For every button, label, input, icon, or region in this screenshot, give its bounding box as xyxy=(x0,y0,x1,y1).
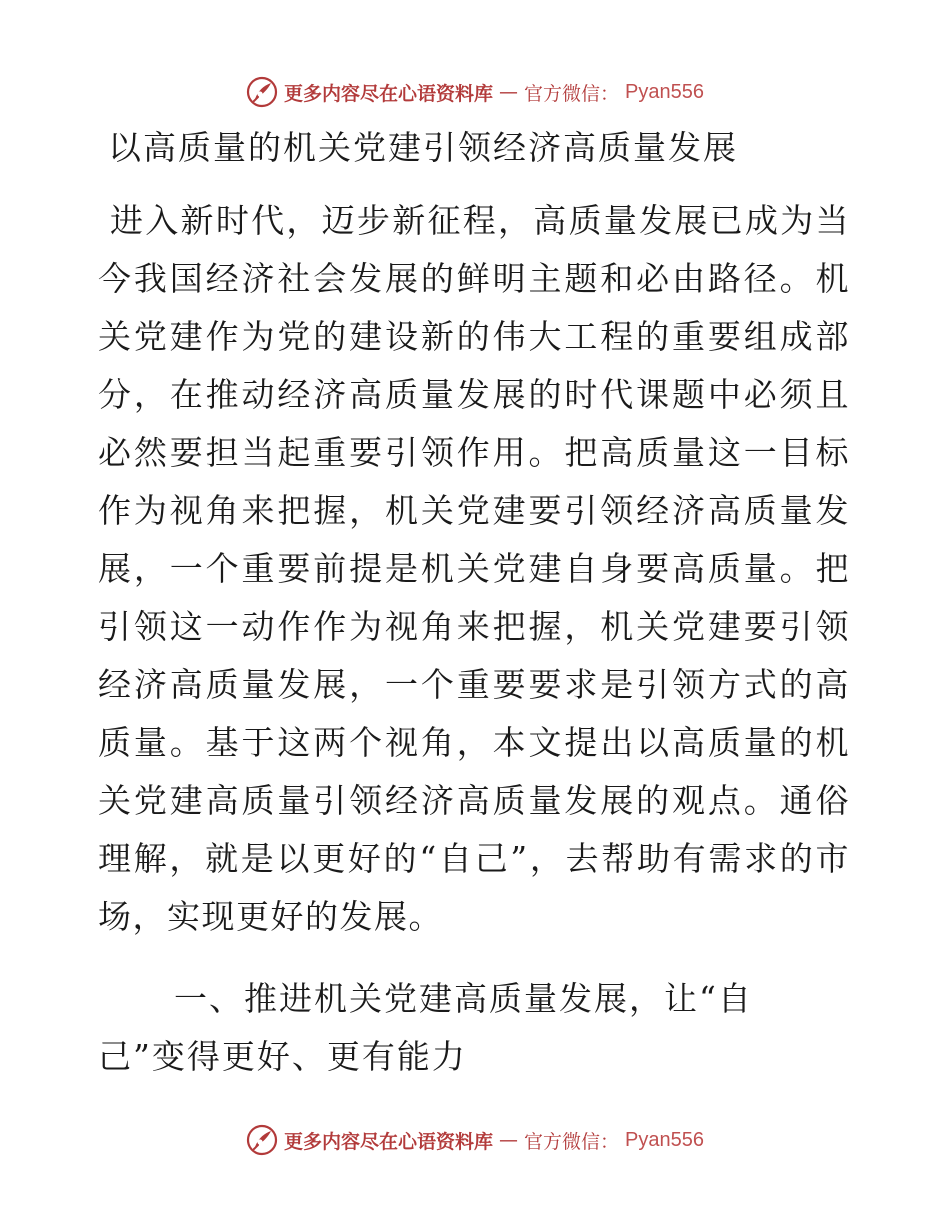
watermark-separator: — xyxy=(499,81,519,103)
footer-watermark xyxy=(0,1120,950,1160)
header-watermark xyxy=(0,72,950,112)
body-paragraph: 进入新时代，迈步新征程，高质量发展已成为当今我国经济社会发展的鲜明主题和必由路径。机关党建作为党的建设新的伟大工程的重要组成部分，在推动经济高质量发展的时代课题中必须且必然要担当起重要引领作用。把高质量这一目标作为视角来把握，机关党建要引领经济高质量发展，一个重要前提是机关党建自身要高质量。把引领这一动作作为视角来把握，机关党建要引领经济高质量发展，一个重要要求是引领方式的高质量。基于这两个视角，本文提出以高质量的机关党建高质量引领经济高质量发展的观点。通俗理解，就是以更好的“自己”，去帮助有需求的市场，实现更好的发展。 xyxy=(98,201,850,936)
watermark-separator: — xyxy=(499,1129,519,1151)
watermark-official-label: 官方微信： xyxy=(524,82,620,105)
watermark-main-text: 更多内容尽在心语资料库 xyxy=(284,82,494,105)
watermark-wechat-id: Pyan556 xyxy=(625,80,704,103)
watermark-main-text: 更多内容尽在心语资料库 xyxy=(284,1130,494,1153)
watermark-wechat-id: Pyan556 xyxy=(625,1128,704,1151)
quill-logo-icon xyxy=(246,76,278,108)
quill-logo-icon xyxy=(246,1124,278,1156)
document-title: 以高质量的机关党建引领经济高质量发展 xyxy=(108,128,738,167)
watermark-official-label: 官方微信： xyxy=(524,1130,620,1153)
section-heading: 一、推进机关党建高质量发展，让“自己”变得更好、更有能力 xyxy=(98,979,753,1076)
